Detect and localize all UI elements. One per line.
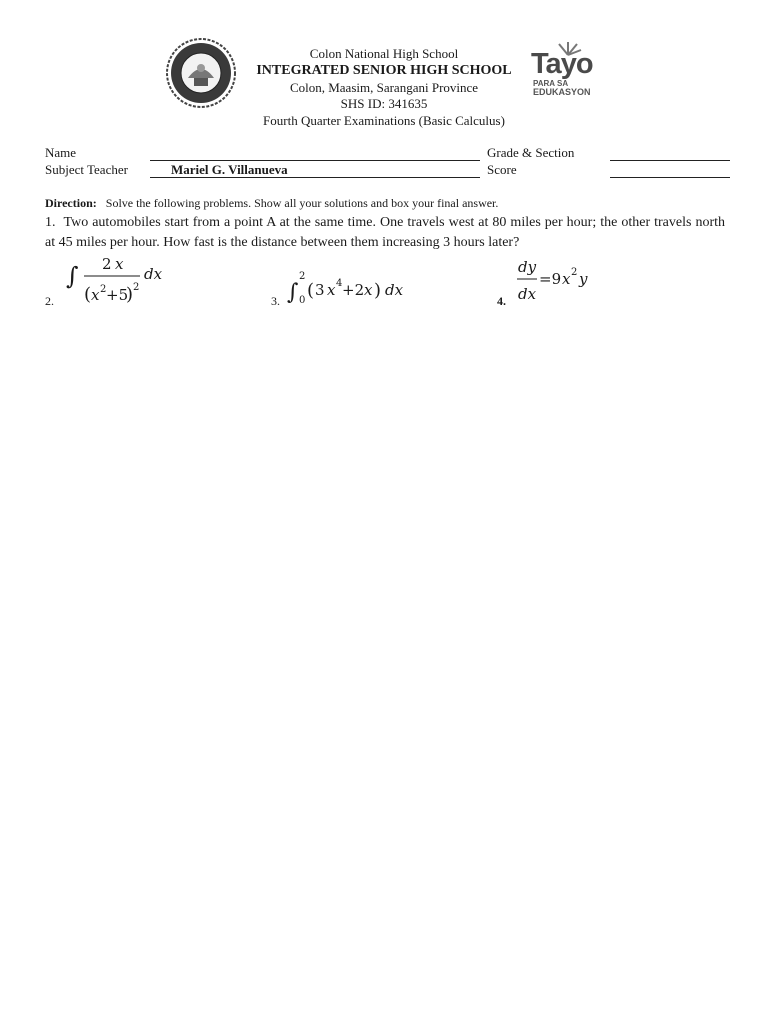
problem-4-expression bbox=[514, 255, 604, 305]
svg-text:x: x bbox=[364, 281, 373, 299]
svg-text:dx: dx bbox=[385, 281, 404, 299]
svg-text:+2: +2 bbox=[342, 281, 365, 299]
problem-2-number: 2. bbox=[45, 294, 54, 308]
svg-text:2: 2 bbox=[100, 284, 107, 295]
direction-label: Direction: bbox=[45, 196, 97, 210]
svg-text:=9: =9 bbox=[539, 270, 562, 288]
problem-1-text: Two automobiles start from a point A at the same time. One travels west at 80 miles per hour; the other travels north at 45 miles per hour. How fast is the distance between them increasing 3 hours later? bbox=[45, 215, 725, 250]
score-label: Score bbox=[487, 162, 517, 177]
department-title: INTEGRATED SENIOR HIGH SCHOOL bbox=[256, 63, 512, 78]
svg-text:dx: dx bbox=[144, 265, 163, 283]
logo-sub-text-1: PARA SA bbox=[533, 79, 569, 88]
svg-text:∫: ∫ bbox=[66, 262, 79, 290]
grade-section-field[interactable] bbox=[610, 160, 730, 161]
problem-1-number: 1. bbox=[45, 215, 56, 230]
svg-text:x: x bbox=[327, 281, 336, 299]
problem-3-number: 3. bbox=[271, 294, 280, 308]
svg-text:): ) bbox=[126, 284, 134, 305]
grade-section-label: Grade & Section bbox=[487, 145, 575, 160]
subject-teacher-value: Mariel G. Villanueva bbox=[171, 162, 288, 177]
tayo-para-sa-edukasyon-logo bbox=[527, 42, 603, 102]
exam-title: Fourth Quarter Examinations (Basic Calculus) bbox=[263, 113, 505, 128]
svg-text:dx: dx bbox=[518, 285, 537, 303]
svg-text:2: 2 bbox=[299, 271, 306, 282]
svg-text:(: ( bbox=[84, 284, 92, 305]
svg-text:y: y bbox=[579, 270, 588, 288]
subject-teacher-label: Subject Teacher bbox=[45, 162, 128, 177]
svg-text:∫: ∫ bbox=[287, 280, 299, 305]
problem-1 bbox=[45, 213, 725, 253]
problem-3-expression bbox=[285, 265, 415, 307]
shs-id: SHS ID: 341635 bbox=[340, 96, 428, 111]
score-field[interactable] bbox=[610, 177, 730, 178]
svg-text:(: ( bbox=[307, 280, 315, 301]
school-name: Colon National High School bbox=[309, 46, 459, 61]
svg-text:0: 0 bbox=[299, 295, 306, 306]
problem-4-number: 4. bbox=[497, 294, 506, 308]
name-field[interactable] bbox=[150, 160, 480, 161]
svg-text:x: x bbox=[562, 270, 571, 288]
direction-text: Solve the following problems. Show all your solutions and box your final answer. bbox=[105, 196, 499, 210]
svg-text:): ) bbox=[374, 280, 382, 301]
svg-text:4: 4 bbox=[336, 278, 343, 289]
svg-text:dy: dy bbox=[518, 258, 537, 276]
school-address: Colon, Maasim, Sarangani Province bbox=[289, 80, 479, 95]
logo-sub-text-2: EDUKASYON bbox=[533, 87, 591, 97]
svg-text:3: 3 bbox=[315, 281, 325, 299]
problem-2-expression bbox=[62, 252, 172, 308]
svg-text:x: x bbox=[115, 255, 124, 273]
logo-main-text: Tayo bbox=[531, 48, 593, 80]
direction-line bbox=[45, 196, 498, 211]
svg-text:2: 2 bbox=[102, 255, 112, 273]
svg-text:+5: +5 bbox=[106, 286, 129, 304]
name-label: Name bbox=[45, 145, 77, 160]
svg-text:x: x bbox=[91, 286, 100, 304]
svg-text:2: 2 bbox=[571, 267, 578, 278]
svg-text:2: 2 bbox=[133, 282, 140, 293]
